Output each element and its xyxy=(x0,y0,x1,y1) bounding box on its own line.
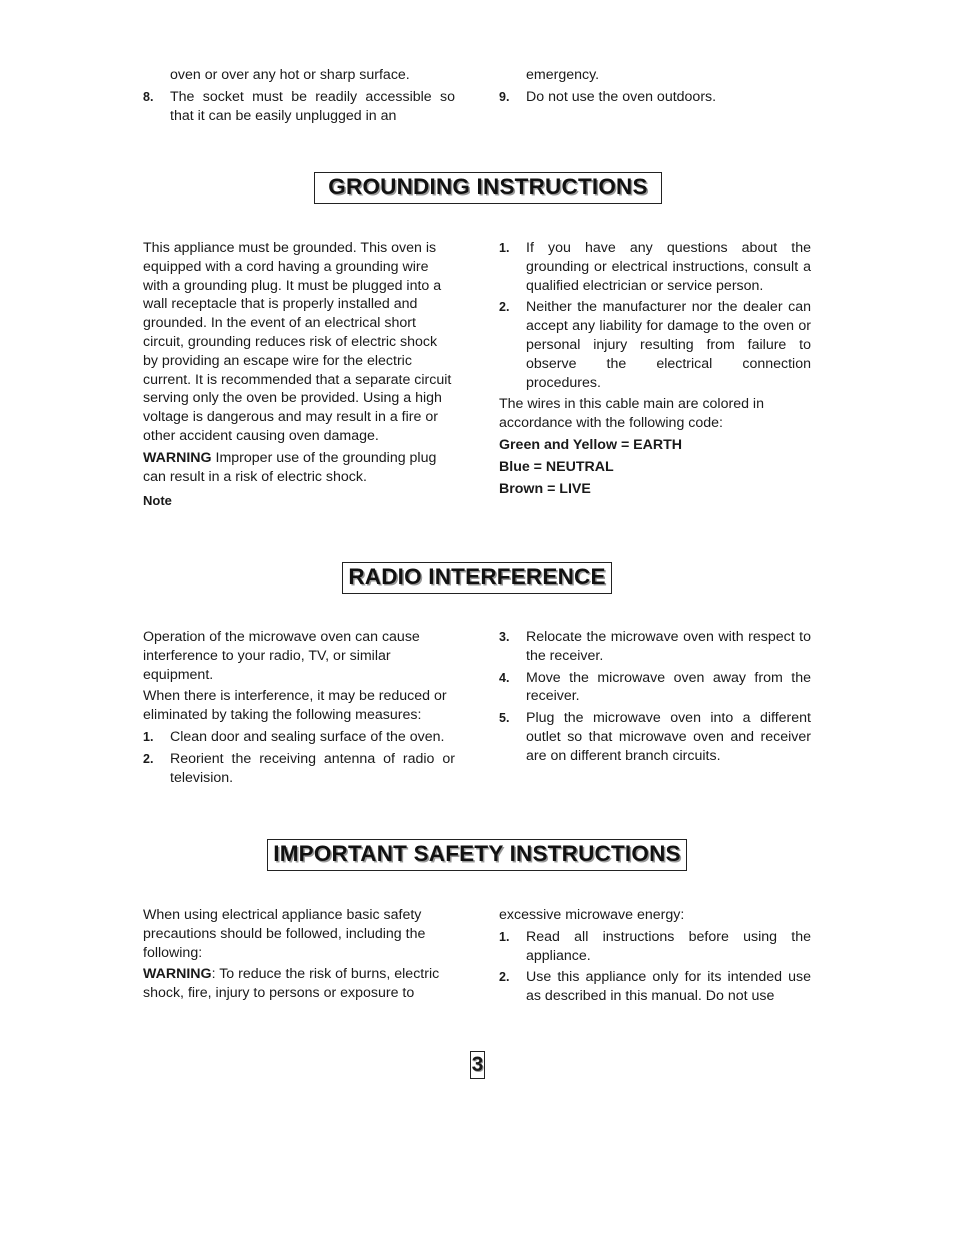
radio-left-column xyxy=(143,628,455,790)
item-number: 9. xyxy=(499,89,510,104)
warning-text: : To reduce the risk of burns, electric shock, fire, injury to persons or exposure to xyxy=(143,966,440,1002)
item-number: 1. xyxy=(143,729,154,744)
item-text: Read all instructions before using the appliance. xyxy=(526,928,811,964)
page-number: 3 xyxy=(470,1051,485,1079)
radio-para-2: When there is interference, it may be reduced or eliminated by taking the following measures: xyxy=(143,688,447,724)
item-number: 1. xyxy=(499,929,510,944)
item-number: 5. xyxy=(499,711,510,726)
warning-text: Improper use of the grounding plug can result in a risk of electric shock. xyxy=(143,449,437,485)
safety-left-column xyxy=(143,906,455,1006)
continued-text: oven or over any hot or sharp surface. xyxy=(170,67,410,83)
grounding-heading: GROUNDING INSTRUCTIONS xyxy=(314,172,662,204)
item-number: 3. xyxy=(499,630,510,644)
item-text: If you have any questions about the grounding or electrical instructions, consult a qualified electrician or service person. xyxy=(526,240,811,294)
continued-text: emergency. xyxy=(526,67,600,83)
list-item xyxy=(143,750,455,788)
radio-para-1: Operation of the microwave oven can cause interference to your radio, TV, or similar equipment. xyxy=(143,629,420,683)
item-text: Neither the manufacturer nor the dealer can accept any liability for damage to the oven or personal injury resulting from failure to observe the electrical connection procedures. xyxy=(526,299,811,391)
item-text: Relocate the microwave oven with respect to the receiver. xyxy=(526,629,811,664)
safety-heading: IMPORTANT SAFETY INSTRUCTIONS xyxy=(267,839,687,871)
radio-heading: RADIO INTERFERENCE xyxy=(342,562,612,594)
item-number: 8. xyxy=(143,89,154,104)
list-item-8 xyxy=(143,88,455,126)
warning-label: WARNING xyxy=(143,449,212,466)
list-item xyxy=(499,669,811,707)
list-item-9 xyxy=(499,88,811,107)
list-item xyxy=(499,298,811,392)
list-item xyxy=(499,968,811,1006)
safety-warning xyxy=(143,965,455,1003)
item-number: 1. xyxy=(499,241,510,255)
grounding-right-column xyxy=(499,239,811,501)
item-number: 2. xyxy=(499,300,510,315)
radio-right-column xyxy=(499,628,811,769)
code-live: Brown = LIVE xyxy=(499,480,591,497)
safety-right-column xyxy=(499,906,811,1009)
item-text: Move the microwave oven away from the receiver. xyxy=(526,669,811,705)
code-earth: Green and Yellow = EARTH xyxy=(499,436,683,453)
grounding-warning xyxy=(143,449,455,487)
item-number: 4. xyxy=(499,670,510,685)
item-text: Plug the microwave oven into a different outlet so that microwave oven and receiver are on different branch circuits. xyxy=(526,710,811,764)
list-item xyxy=(143,728,455,747)
safety-para-1: When using electrical appliance basic safety precautions should be followed, including the following: xyxy=(143,907,426,961)
code-neutral: Blue = NEUTRAL xyxy=(499,458,614,475)
item-text: Clean door and sealing surface of the oven. xyxy=(170,728,445,745)
wires-text: The wires in this cable main are colored in accordance with the following code: xyxy=(499,396,764,432)
item-text: Use this appliance only for its intended use as described in this manual. Do not use xyxy=(526,969,811,1005)
item-text: Reorient the receiving antenna of radio or television. xyxy=(170,750,455,786)
item-text: The socket must be readily accessible so that it can be easily unplugged in an xyxy=(170,88,455,124)
list-item xyxy=(499,709,811,765)
top-left-column xyxy=(143,66,455,128)
continued-text: excessive microwave energy: xyxy=(499,907,685,923)
note-label: Note xyxy=(143,493,172,509)
warning-label: WARNING xyxy=(143,966,212,983)
grounding-paragraph: This appliance must be grounded. This oven is equipped with a cord having a grounding wire with a grounding plug. It must be plugged into a wall receptacle that is properly installed and grounded. In the event of an electrical short circuit, grounding reduces risk of electric shock by providing an escape wire for the electric current. It is recommended that a separate circuit serving only the oven be provided. Using a high voltage is dangerous and may result in a fire or other accident causing oven damage. xyxy=(143,240,452,444)
item-number: 2. xyxy=(499,970,510,985)
item-number: 2. xyxy=(143,751,154,766)
item-text: Do not use the oven outdoors. xyxy=(526,88,717,105)
list-item xyxy=(499,628,811,666)
grounding-left-column xyxy=(143,239,455,514)
list-item xyxy=(499,928,811,966)
top-right-column xyxy=(499,66,811,110)
list-item xyxy=(499,239,811,295)
